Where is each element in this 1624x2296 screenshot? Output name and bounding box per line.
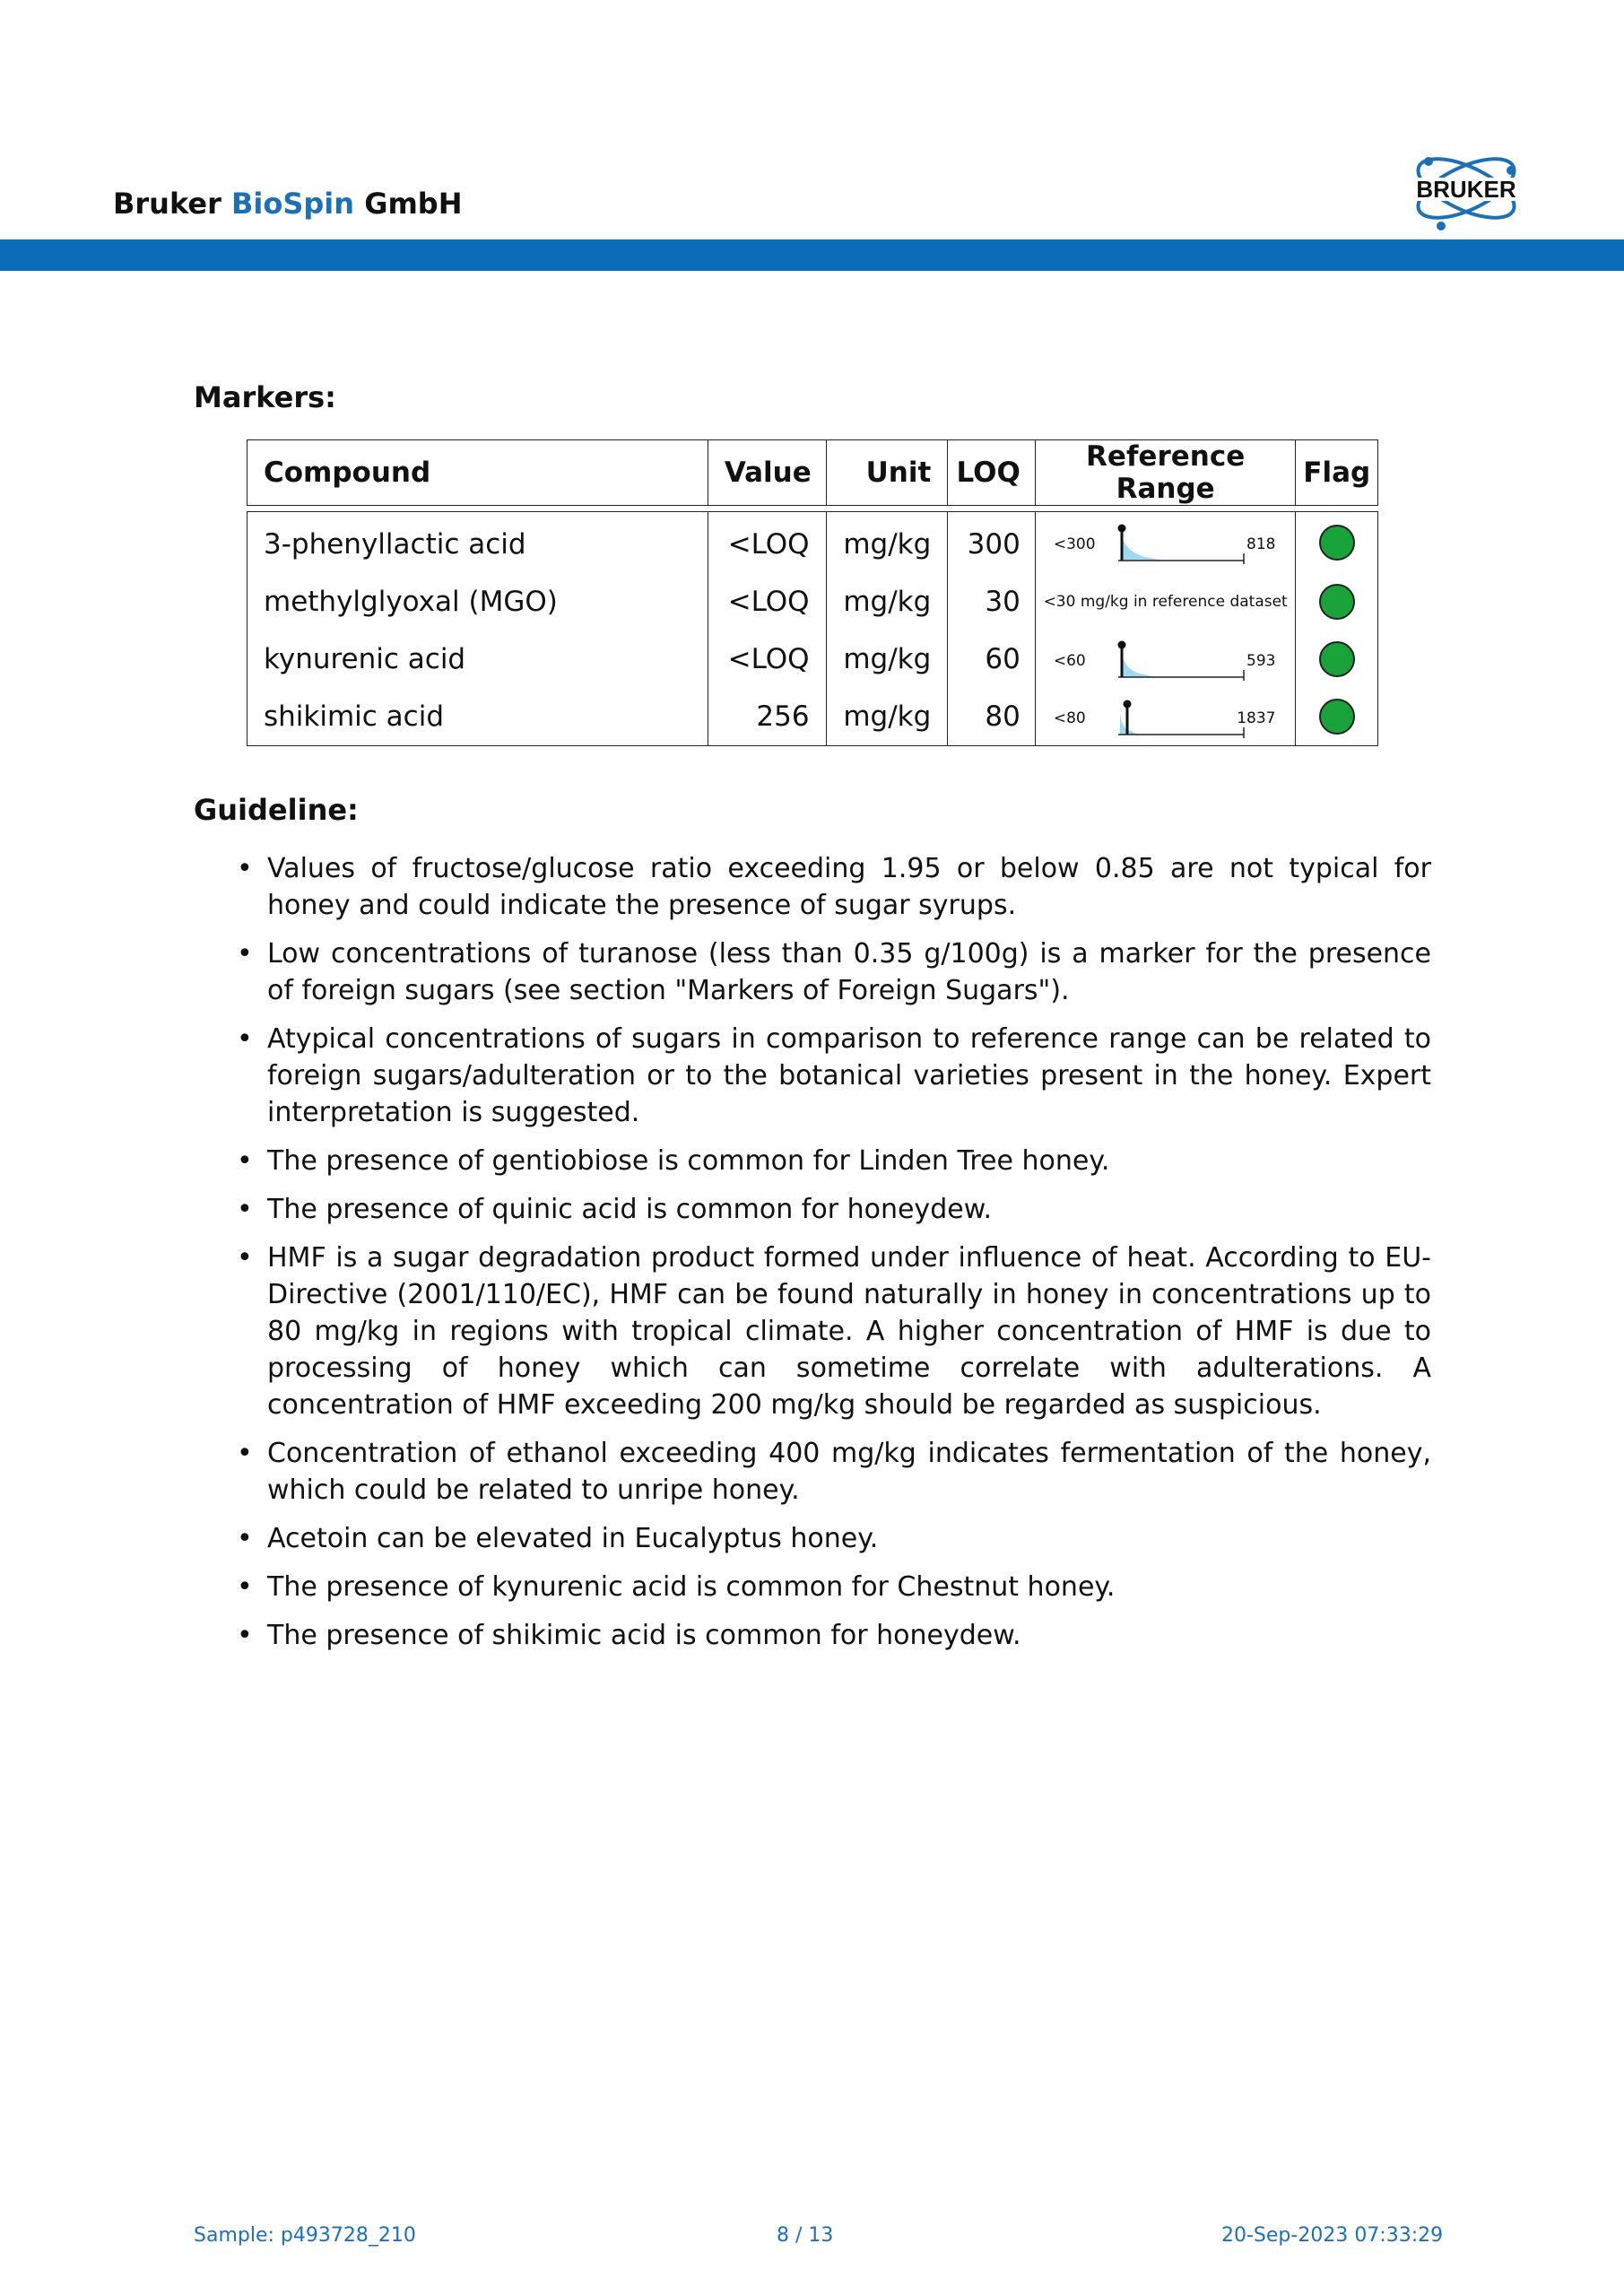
reference-range-plot (1113, 638, 1247, 683)
col-flag: Flag (1296, 440, 1378, 506)
guideline-item: • HMF is a sugar degradation product formed under influence of heat. According to EU-Directive (2001/110/EC), HMF can be found naturally in honey in concentrations up to 80 mg/kg in regions with tropical climate. A higher concentration of HMF is due to processing of honey which can sometime correlate with adulterations. A concentration of HMF exceeding 200 mg/kg should be regarded as suspicious. (237, 1239, 1431, 1423)
footer-sample: Sample: p493728_210 (194, 2224, 416, 2247)
guideline-title: Guideline: (194, 793, 359, 827)
footer-datetime: 20-Sep-2023 07:33:29 (1221, 2224, 1444, 2247)
unit-cell: mg/kg (826, 688, 948, 746)
guideline-item: • Acetoin can be elevated in Eucalyptus honey. (237, 1520, 1431, 1557)
col-unit: Unit (826, 440, 948, 506)
guideline-item: • The presence of gentiobiose is common for Linden Tree honey. (237, 1143, 1431, 1179)
reference-range-cell (1035, 512, 1296, 574)
company-accent: BioSpin (231, 187, 355, 221)
green-flag-icon (1319, 584, 1355, 620)
guideline-item: • The presence of shikimic acid is common for honeydew. (237, 1617, 1431, 1654)
value-cell: <LOQ (708, 512, 826, 574)
table-header (247, 439, 1378, 506)
company-name (113, 187, 462, 221)
compound-cell: methylglyoxal (MGO) (248, 573, 708, 631)
green-flag-icon (1319, 641, 1355, 677)
logo-text: BRUKER (1416, 176, 1516, 203)
table-row (248, 573, 1378, 631)
unit-cell: mg/kg (826, 631, 948, 688)
ref-high: 1837 (1237, 709, 1276, 727)
guideline-list (237, 850, 1431, 1665)
unit-cell: mg/kg (826, 512, 948, 574)
value-cell: <LOQ (708, 573, 826, 631)
reference-range-cell (1035, 573, 1296, 631)
green-flag-icon (1319, 699, 1355, 735)
table-row (248, 512, 1378, 574)
col-value: Value (708, 440, 826, 506)
table-row (248, 631, 1378, 688)
loq-cell: 300 (948, 512, 1036, 574)
flag-cell (1296, 573, 1378, 631)
flag-cell (1296, 512, 1378, 574)
compound-cell: kynurenic acid (248, 631, 708, 688)
guideline-item: • Atypical concentrations of sugars in comparison to reference range can be related to foreign sugars/adulteration or to the botanical varieties present in the honey. Expert interpretation is suggested. (237, 1021, 1431, 1131)
ref-low: <60 (1053, 652, 1086, 670)
guideline-item: • Low concentrations of turanose (less than 0.35 g/100g) is a marker for the presence of foreign sugars (see section "Markers of Foreign Sugars"). (237, 935, 1431, 1009)
ref-low: <300 (1053, 535, 1096, 553)
compound-cell: shikimic acid (248, 688, 708, 746)
unit-cell: mg/kg (826, 573, 948, 631)
reference-range-cell (1035, 688, 1296, 746)
markers-table (247, 439, 1378, 746)
guideline-item: • Concentration of ethanol exceeding 400 mg/kg indicates fermentation of the honey, which could be related to unripe honey. (237, 1435, 1431, 1509)
ref-low: <80 (1053, 709, 1086, 727)
markers-title: Markers: (194, 380, 336, 414)
loq-cell: 60 (948, 631, 1036, 688)
reference-range-cell (1035, 631, 1296, 688)
ref-dataset-note: <30 mg/kg in reference dataset (1043, 593, 1288, 611)
flag-cell (1296, 631, 1378, 688)
green-flag-icon (1319, 525, 1355, 561)
value-cell: 256 (708, 688, 826, 746)
bruker-logo (1385, 144, 1547, 233)
guideline-item: • The presence of kynurenic acid is common for Chestnut honey. (237, 1569, 1431, 1605)
compound-cell: 3-phenyllactic acid (248, 512, 708, 574)
footer-page-number: 8 / 13 (777, 2224, 834, 2247)
company-suffix: GmbH (364, 187, 463, 221)
loq-cell: 30 (948, 573, 1036, 631)
reference-range-plot (1113, 695, 1247, 740)
loq-cell: 80 (948, 688, 1036, 746)
ref-high: 818 (1246, 535, 1276, 553)
company-prefix: Bruker (113, 187, 221, 221)
header-bar (0, 239, 1624, 271)
ref-high: 593 (1246, 652, 1276, 670)
guideline-item: • The presence of quinic acid is common for honeydew. (237, 1191, 1431, 1228)
flag-cell (1296, 688, 1378, 746)
value-cell: <LOQ (708, 631, 826, 688)
guideline-item: • Values of fructose/glucose ratio exceeding 1.95 or below 0.85 are not typical for honey and could indicate the presence of sugar syrups. (237, 850, 1431, 924)
reference-range-plot (1113, 521, 1247, 566)
table-body (247, 511, 1378, 746)
col-compound: Compound (248, 440, 708, 506)
col-loq: LOQ (948, 440, 1036, 506)
col-reference-range: Reference Range (1035, 440, 1296, 506)
table-row (248, 688, 1378, 746)
